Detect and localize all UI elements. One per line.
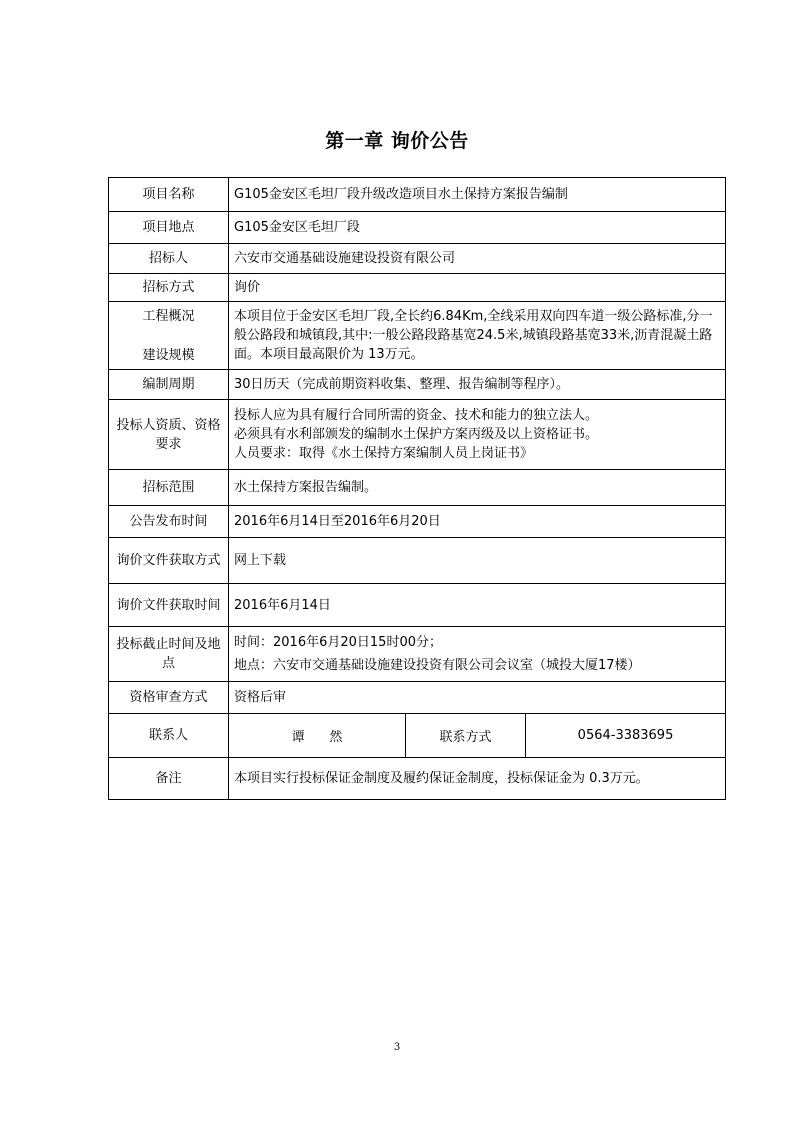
tender-method-value: 询价 (229, 274, 726, 302)
qualification-value (229, 400, 726, 470)
phone-label: 联系方式 (406, 714, 526, 758)
table-row (109, 302, 726, 370)
table-row (109, 274, 726, 302)
table-row (109, 506, 726, 538)
contact-name: 谭 然 (229, 714, 406, 758)
overview-label-cell (109, 302, 229, 370)
table-row (109, 370, 726, 400)
review-label: 资格审查方式 (109, 682, 229, 714)
doc-time-value: 2016年6月14日 (229, 584, 726, 627)
doc-time-label: 询价文件获取时间 (109, 584, 229, 627)
project-location-value: G105金安区毛坦厂段 (229, 212, 726, 244)
table-row (109, 212, 726, 244)
announce-time-value: 2016年6月14日至2016年6月20日 (229, 506, 726, 538)
table-row (109, 178, 726, 212)
tender-method-label: 招标方式 (109, 274, 229, 302)
doc-method-value: 网上下载 (229, 538, 726, 584)
table-row (109, 682, 726, 714)
remarks-value: 本项目实行投标保证金制度及履约保证金制度，投标保证金为 0.3万元。 (229, 758, 726, 800)
qualification-line: 人员要求：取得《水土保持方案编制人员上岗证书》 (234, 446, 534, 461)
table-row (109, 400, 726, 470)
scale-label: 建设规模 (142, 347, 195, 363)
tenderer-value: 六安市交通基础设施建设投资有限公司 (229, 244, 726, 274)
remarks-label: 备注 (109, 758, 229, 800)
table-row (109, 538, 726, 584)
deadline-time: 时间：2016年6月20日15时00分； (234, 635, 442, 650)
page-number: 3 (393, 1042, 401, 1053)
deadline-label: 投标截止时间及地点 (109, 627, 229, 682)
period-value: 30日历天（完成前期资料收集、整理、报告编制等程序）。 (229, 370, 726, 400)
qualification-line: 投标人应为具有履行合同所需的资金、技术和能力的独立法人。 (234, 408, 599, 423)
table-row (109, 714, 726, 758)
table-row (109, 244, 726, 274)
table-row (109, 758, 726, 800)
deadline-place: 地点：六安市交通基础设施建设投资有限公司会议室（城投大厦17楼） (234, 658, 641, 673)
qualification-label: 投标人资质、资格要求 (109, 400, 229, 470)
announce-time-label: 公告发布时间 (109, 506, 229, 538)
doc-method-label: 询价文件获取方式 (109, 538, 229, 584)
qualification-line: 必须具有水利部颁发的编制水土保护方案丙级及以上资格证书。 (234, 427, 599, 442)
scope-value: 水土保持方案报告编制。 (229, 470, 726, 506)
project-name-value: G105金安区毛坦厂段升级改造项目水土保持方案报告编制 (229, 178, 726, 212)
table-row (109, 470, 726, 506)
table-row (109, 584, 726, 627)
table-row (109, 627, 726, 682)
project-location-label: 项目地点 (109, 212, 229, 244)
page-title: 第一章 询价公告 (325, 130, 469, 152)
overview-label: 工程概况 (142, 308, 195, 324)
review-value: 资格后审 (229, 682, 726, 714)
phone-value: 0564-3383695 (526, 714, 726, 758)
tenderer-label: 招标人 (109, 244, 229, 274)
tender-info-table (108, 177, 726, 800)
period-label: 编制周期 (109, 370, 229, 400)
overview-value: 本项目位于金安区毛坦厂段,全长约6.84Km,全线采用双向四车道一级公路标准,分一般公路段和城镇段,其中:一般公路段路基宽24.5米,城镇段路基宽33米,沥青混凝土路面。本项目最高限价为 13万元。 (229, 302, 726, 370)
scope-label: 招标范围 (109, 470, 229, 506)
deadline-value (229, 627, 726, 682)
project-name-label: 项目名称 (109, 178, 229, 212)
contact-label: 联系人 (109, 714, 229, 758)
